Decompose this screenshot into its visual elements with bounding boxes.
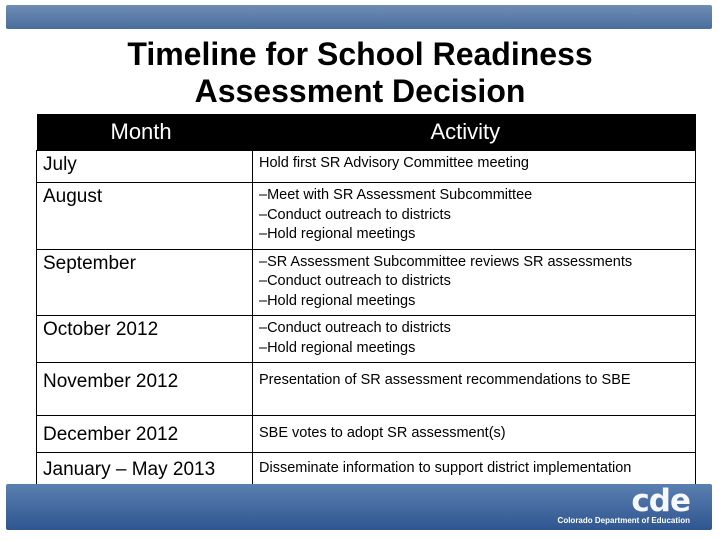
table-row [37,416,696,453]
title-line-1: Timeline for School Readiness [127,36,593,72]
month-cell: August [37,183,253,250]
month-cell: November 2012 [37,363,253,416]
activity-line: Presentation of SR assessment recommendations to SBE [259,372,631,388]
activity-cell [253,249,696,316]
month-cell: December 2012 [37,416,253,453]
month-cell: September [37,249,253,316]
activity-cell [253,183,696,250]
activity-line: –Conduct outreach to districts [259,273,451,289]
header-month: Month [37,114,253,151]
table-row [37,183,696,250]
activity-line: –Hold regional meetings [259,292,416,309]
activity-line: –Hold regional meetings [259,339,416,356]
month-cell: October 2012 [37,316,253,363]
activity-line: –SR Assessment Subcommittee reviews SR assessments [259,253,633,270]
activity-line: Hold first SR Advisory Committee meeting [259,155,529,171]
activity-line: –Conduct outreach to districts [259,206,451,223]
activity-line: –Hold regional meetings [259,226,416,242]
top-banner [6,5,712,29]
cde-logo-mark: cde [631,483,690,519]
table-header-row [37,114,696,151]
activity-line: SBE votes to adopt SR assessment(s) [259,425,506,441]
table-row [37,316,696,363]
table-row [37,151,696,183]
table-row [37,249,696,316]
activity-cell [253,151,696,183]
activity-line: –Conduct outreach to districts [259,320,451,336]
activity-cell [253,363,696,416]
table-row [37,363,696,416]
header-activity: Activity [253,114,696,151]
activity-line: Disseminate information to support district implementation [259,460,632,476]
title-line-2: Assessment Decision [194,73,526,109]
month-cell: July [37,151,253,183]
cde-logo-text: Colorado Department of Education [557,516,690,525]
month-cell: January – May 2013 [37,453,253,492]
timeline-table [36,114,696,492]
cde-logo [557,483,690,526]
activity-cell [253,316,696,363]
slide-title [0,36,720,110]
activity-line: –Meet with SR Assessment Subcommittee [259,187,533,203]
activity-cell [253,416,696,453]
